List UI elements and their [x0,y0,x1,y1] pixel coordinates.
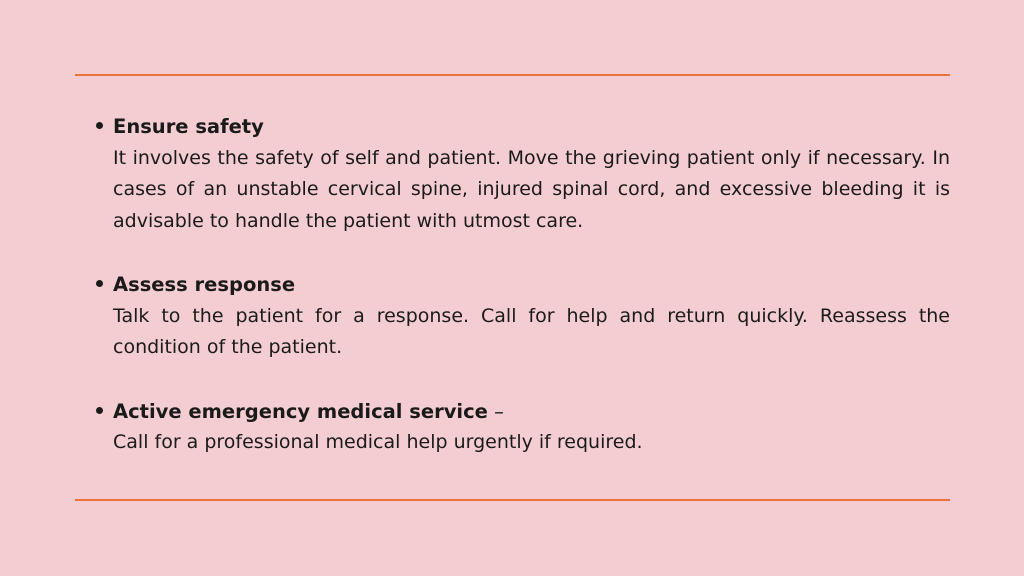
list-item-emergency-service [113,396,950,459]
bullet-icon [96,122,103,129]
item-heading-text: Assess response [113,273,296,296]
top-divider [75,74,950,76]
list-item-assess-response [113,269,950,364]
bullet-icon [96,407,103,414]
bullet-icon [96,280,103,287]
item-heading-suffix: – [487,399,504,423]
item-heading [113,396,950,428]
bullet-list [113,111,950,491]
list-item-ensure-safety [113,111,950,237]
bottom-divider [75,499,950,501]
item-heading-text: Active emergency medical service [113,399,488,423]
item-heading [113,111,950,143]
item-body: Call for a professional medical help urgently if required. [113,431,643,453]
item-body: It involves the safety of self and patient. Move the grieving patient only if necessary. In cases of an unstable cervical spine, injured spinal cord, and excessive bleeding it is advisable to handle the patient with utmost care. [113,146,950,232]
item-body: Talk to the patient for a response. Call for help and return quickly. Reassess the condition of the patient. [113,304,950,358]
item-heading-text: Ensure safety [113,115,264,138]
item-heading [113,269,950,301]
